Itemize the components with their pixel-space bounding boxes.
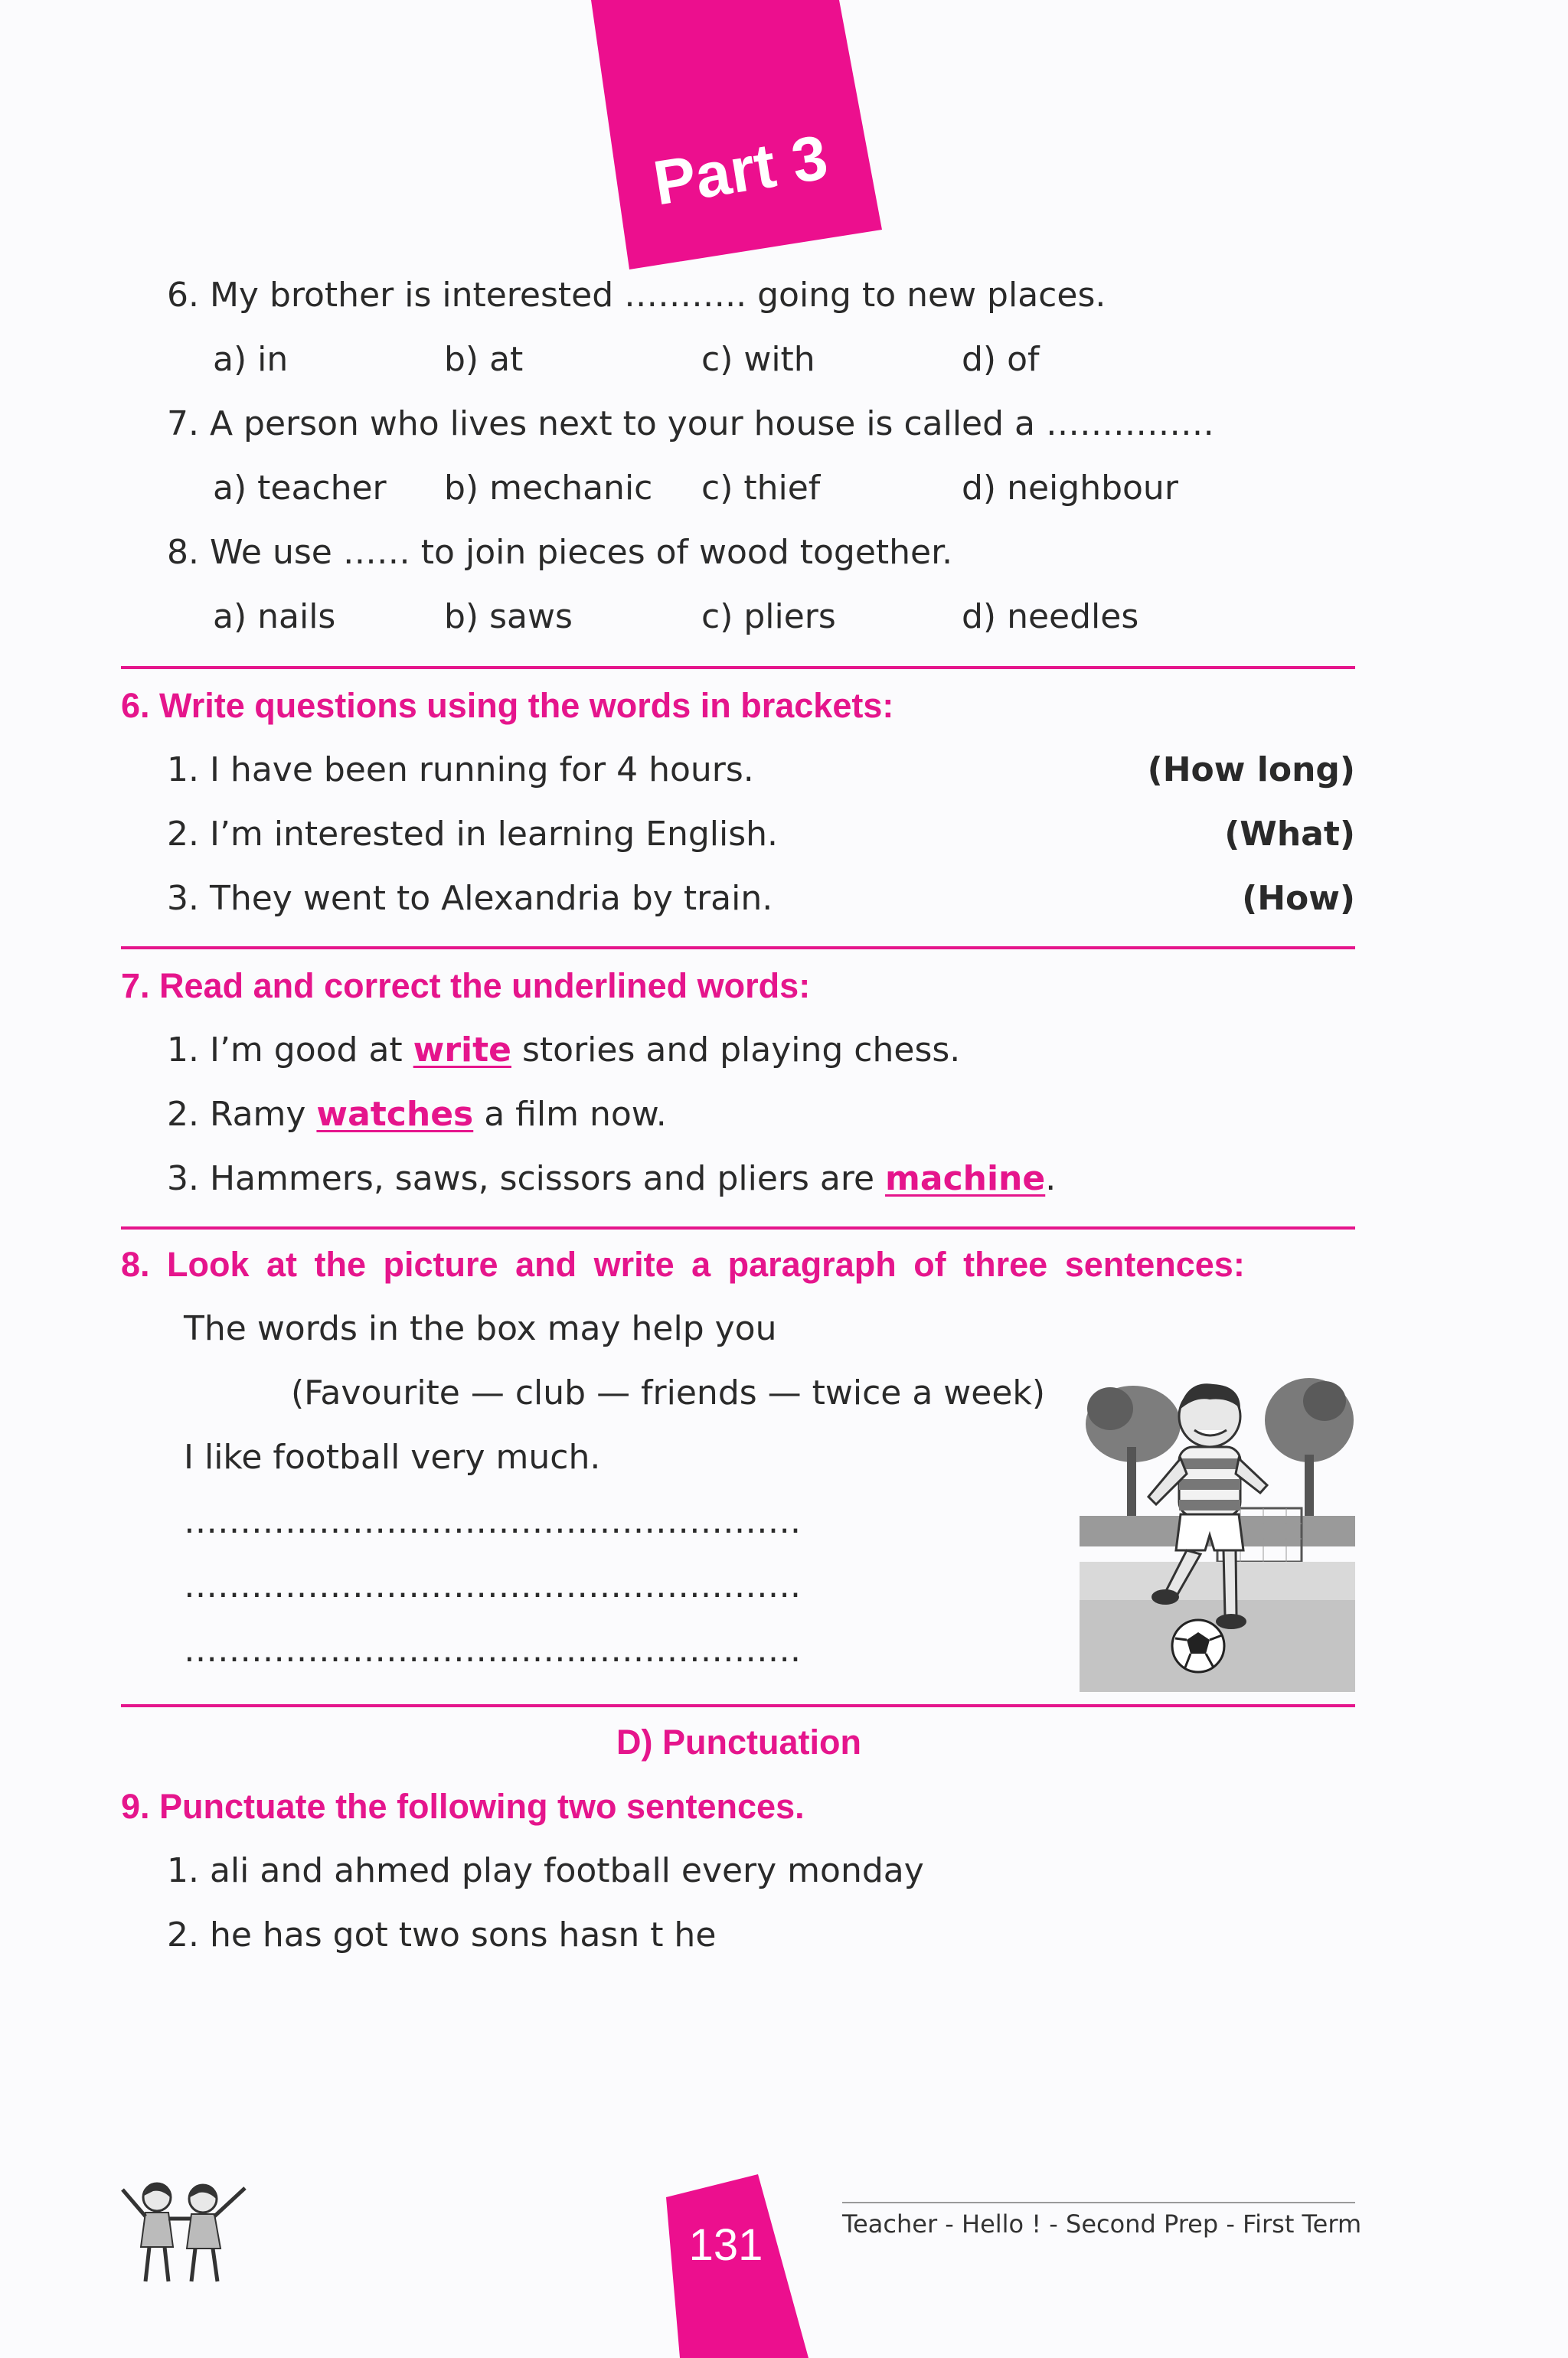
question-8-option-c: c) pliers — [701, 597, 836, 636]
question-6-option-d: d) of — [962, 340, 1040, 379]
section-divider — [121, 1704, 1355, 1707]
page-number-tab — [658, 2174, 827, 2358]
question-8-option-b: b) saws — [444, 597, 573, 636]
answer-line: ………………………………………………. — [184, 1566, 801, 1605]
item-text: 2. Ramy — [167, 1095, 317, 1134]
question-7-option-d: d) neighbour — [962, 469, 1178, 508]
section-6-item-3: 3. They went to Alexandria by train. — [167, 879, 773, 918]
question-8-option-a: a) nails — [213, 597, 336, 636]
question-6-stem: 6. My brother is interested ……….. going to new places. — [167, 276, 1106, 315]
part-tab — [0, 0, 1568, 276]
book-info: Teacher - Hello ! - Second Prep - First Term — [842, 2209, 1362, 2239]
question-7-option-a: a) teacher — [213, 469, 387, 508]
item-text: . — [1045, 1159, 1057, 1198]
football-boy-illustration — [1080, 1363, 1355, 1692]
section-8-heading: 8. Look at the picture and write a paragraph of three sentences: — [121, 1245, 1245, 1284]
section-6-hint-1: (How long) — [1147, 750, 1355, 789]
section-6-item-2: 2. I’m interested in learning English. — [167, 815, 779, 854]
section-7-item-1 — [167, 1030, 960, 1070]
item-text: 3. Hammers, saws, scissors and pliers are — [167, 1159, 886, 1198]
section-7-heading: 7. Read and correct the underlined words: — [121, 966, 811, 1005]
question-7-option-c: c) thief — [701, 469, 821, 508]
question-8-stem: 8. We use …… to join pieces of wood together. — [167, 533, 953, 572]
page-number: 131 — [688, 2220, 763, 2270]
underlined-word: machine — [885, 1159, 1046, 1198]
question-7-stem: 7. A person who lives next to your house is called a …………… — [167, 404, 1214, 443]
part-label: Part 3 — [648, 122, 832, 219]
section-8-intro: The words in the box may help you — [184, 1309, 777, 1348]
answer-line: ………………………………………………. — [184, 1631, 801, 1670]
underlined-word: watches — [316, 1095, 474, 1134]
underlined-word: write — [413, 1030, 511, 1070]
section-6-hint-2: (What) — [1224, 815, 1355, 854]
question-6-option-c: c) with — [701, 340, 815, 379]
section-divider — [121, 1226, 1355, 1230]
section-9-item-2: 2. he has got two sons hasn t he — [167, 1915, 717, 1955]
question-8-option-d: d) needles — [962, 597, 1139, 636]
section-9-heading: 9. Punctuate the following two sentences. — [121, 1787, 805, 1826]
question-6-option-b: b) at — [444, 340, 524, 379]
item-text: a film now. — [473, 1095, 667, 1134]
answer-line: ………………………………………………. — [184, 1502, 801, 1541]
word-box: (Favourite — club — friends — twice a week) — [291, 1373, 1046, 1413]
section-9-item-1: 1. ali and ahmed play football every monday — [167, 1851, 924, 1890]
item-text: 1. I’m good at — [167, 1030, 413, 1070]
kids-illustration — [115, 2174, 253, 2289]
footer-rule — [842, 2202, 1355, 2203]
section-6-heading: 6. Write questions using the words in brackets: — [121, 686, 894, 725]
section-divider — [121, 946, 1355, 949]
question-6-option-a: a) in — [213, 340, 289, 379]
section-divider — [121, 666, 1355, 669]
item-text: stories and playing chess. — [511, 1030, 961, 1070]
section-7-item-3 — [167, 1159, 1056, 1198]
section-6-item-1: 1. I have been running for 4 hours. — [167, 750, 754, 789]
section-d-heading: D) Punctuation — [616, 1723, 861, 1762]
paragraph-starter: I like football very much. — [184, 1438, 601, 1477]
section-6-hint-3: (How) — [1242, 879, 1355, 918]
section-7-item-2 — [167, 1095, 667, 1134]
question-7-option-b: b) mechanic — [444, 469, 653, 508]
